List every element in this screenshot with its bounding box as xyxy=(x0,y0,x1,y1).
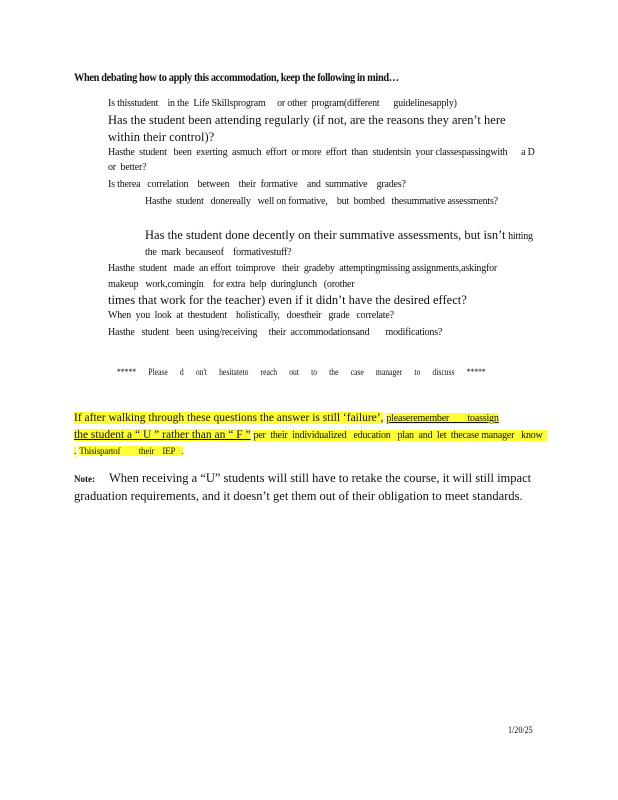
list-item-text: Has the student done decently on their summative assessments, but isn’t xyxy=(145,228,506,242)
list-item xyxy=(108,261,538,309)
list-item xyxy=(108,178,538,193)
failure-guidance xyxy=(74,410,548,460)
sub-list-item xyxy=(145,227,540,260)
failure-text-4: per their individualized education plan and let thecase manager know . xyxy=(74,429,548,458)
page-heading: When debating how to apply this accommodation, keep the following in mind… xyxy=(74,72,399,84)
note-text: When receiving a “U” students will still have to retake the course, it will still impact graduation requirements, and it doesn’t get them out of their obligation to meet standards. xyxy=(74,471,532,503)
list-item xyxy=(108,309,538,324)
list-item-text: When you look at thestudent holistically, doestheir grade correlate? xyxy=(108,310,394,321)
list-item xyxy=(108,97,538,112)
page-date: 1/20/25 xyxy=(508,726,533,736)
list-item-text-tail: times that work for the teacher) even if it didn’t have the desired effect? xyxy=(108,293,467,307)
failure-text-2: pleaseremember toassign xyxy=(386,413,499,424)
list-item xyxy=(108,112,538,146)
list-item-text: Is thisstudent in the Life Skillsprogram or other program(different guidelinesapply) xyxy=(108,98,457,109)
list-item-text: Hasthe student made an effort toimprove their gradeby attemptingmissing assignments,askingfor makeup work,comingin for extra help duringlunch (orother xyxy=(108,263,514,290)
note-label: Note: xyxy=(74,474,95,484)
list-item-text: Hasthe student been using/receiving their accommodationsand modifications? xyxy=(108,327,443,338)
reach-out-line: ***** Please d on't hesitateto reach out to the case manager to discuss ***** xyxy=(117,367,486,377)
list-item-text: Hasthe student been exerting asmuch effort or more effort than studentsin your classespassingwith a D or better? xyxy=(108,147,537,173)
list-item-text: Has the student been attending regularly (if not, are the reasons they aren’t here within their control)? xyxy=(108,113,506,144)
list-item-text: Hasthe student donereally well on formative, but bombed thesummative assessments? xyxy=(145,196,498,207)
list-item-text-tail: hitting the mark becauseof formativestuff? xyxy=(145,231,536,258)
note-paragraph xyxy=(74,470,534,505)
sub-list-item xyxy=(145,195,540,210)
failure-text-1: If after walking through these questions the answer is still ‘failure’, xyxy=(74,412,384,424)
failure-text-3: the student a “ U ” rather than an “ F ” xyxy=(74,428,251,441)
list-item-text: Is therea correlation between their formative and summative grades? xyxy=(108,179,406,190)
list-item xyxy=(108,326,538,341)
failure-text-5: Thisispartof their IEP . xyxy=(79,446,184,457)
list-item xyxy=(108,146,538,175)
